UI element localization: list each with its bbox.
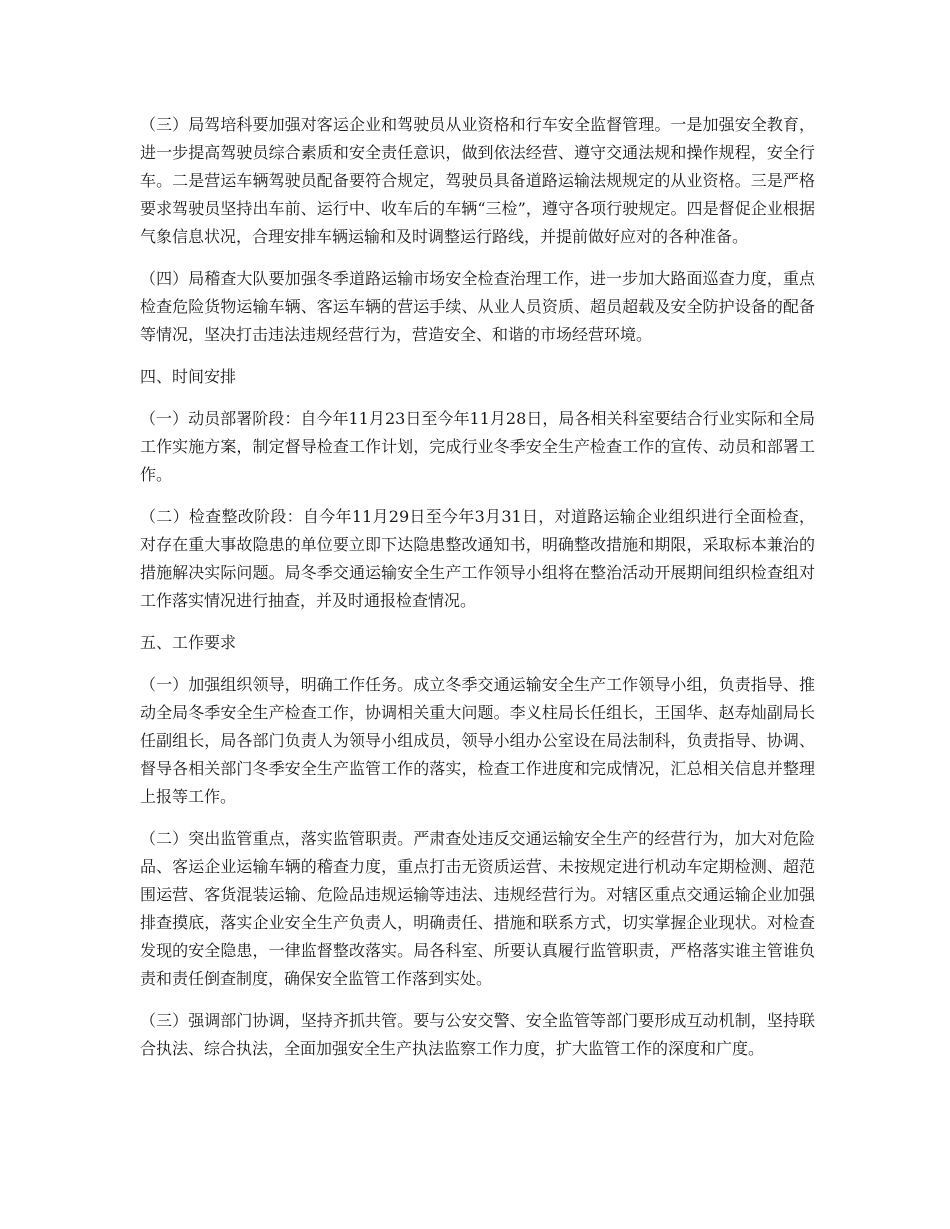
paragraph-driver-training-section: （三）局驾培科要加强对客运企业和驾驶员从业资格和行车安全监督管理。一是加强安全教育，进一步提高驾驶员综合素质和安全责任意识，做到依法经营、遵守交通法规和操作规程，安全行车。二是营运车辆驾驶员配备要符合规定，驾驶员具备道路运输法规规定的从业资格。三是严格要求驾驶员坚持出车前、运行中、收车后的车辆“三检”，遵守各项行驶规定。四是督促企业根据气象信息状况，合理安排车辆运输和及时调整运行路线，并提前做好应对的各种准备。 (140, 115, 815, 246)
paragraph-mobilization-stage: （一）动员部署阶段：自今年11月23日至今年11月28日，局各相关科室要结合行业实际和全局工作实施方案，制定督导检查工作计划，完成行业冬季安全生产检查工作的宣传、动员和部署工作。 (140, 409, 815, 484)
heading-time-schedule: 四、时间安排 (140, 367, 237, 386)
heading-work-requirements: 五、工作要求 (140, 633, 237, 652)
paragraph-department-coordination: （三）强调部门协调，坚持齐抓共管。要与公安交警、安全监管等部门要形成互动机制，坚持联合执法、综合执法，全面加强安全生产执法监察工作力度，扩大监管工作的深度和广度。 (140, 1011, 815, 1058)
paragraph-organization-leadership: （一）加强组织领导，明确工作任务。成立冬季交通运输安全生产工作领导小组，负责指导、推动全局冬季安全生产检查工作，协调相关重大问题。李义柱局长任组长，王国华、赵寿灿副局长任副组长，局各部门负责人为领导小组成员，领导小组办公室设在局法制科，负责指导、协调、督导各相关部门冬季安全生产监管工作的落实，检查工作进度和完成情况，汇总相关信息并整理上报等工作。 (140, 675, 815, 806)
paragraph-rectification-stage: （二）检查整改阶段：自今年11月29日至今年3月31日，对道路运输企业组织进行全面检查，对存在重大事故隐患的单位要立即下达隐患整改通知书，明确整改措施和期限，采取标本兼治的措施解决实际问题。局冬季交通运输安全生产工作领导小组将在整治活动开展期间组织检查组对工作落实情况进行抽查，并及时通报检查情况。 (140, 507, 815, 610)
paragraph-inspection-brigade: （四）局稽查大队要加强冬季道路运输市场安全检查治理工作，进一步加大路面巡查力度，重点检查危险货物运输车辆、客运车辆的营运手续、从业人员资质、超员超载及安全防护设备的配备等情况，坚决打击违法违规经营行为，营造安全、和谐的市场经营环境。 (140, 269, 815, 344)
paragraph-supervision-focus: （二）突出监管重点，落实监管职责。严肃查处违反交通运输安全生产的经营行为，加大对危险品、客运企业运输车辆的稽查力度，重点打击无资质运营、未按规定进行机动车定期检测、超范围运营、客货混装运输、危险品违规运输等违法、违规经营行为。对辖区重点交通运输企业加强排查摸底，落实企业安全生产负责人，明确责任、措施和联系方式，切实掌握企业现状。对检查发现的安全隐患，一律监督整改落实。局各科室、所要认真履行监管职责，严格落实谁主管谁负责和责任倒查制度，确保安全监管工作落到实处。 (140, 829, 815, 988)
document-body (140, 111, 815, 1077)
